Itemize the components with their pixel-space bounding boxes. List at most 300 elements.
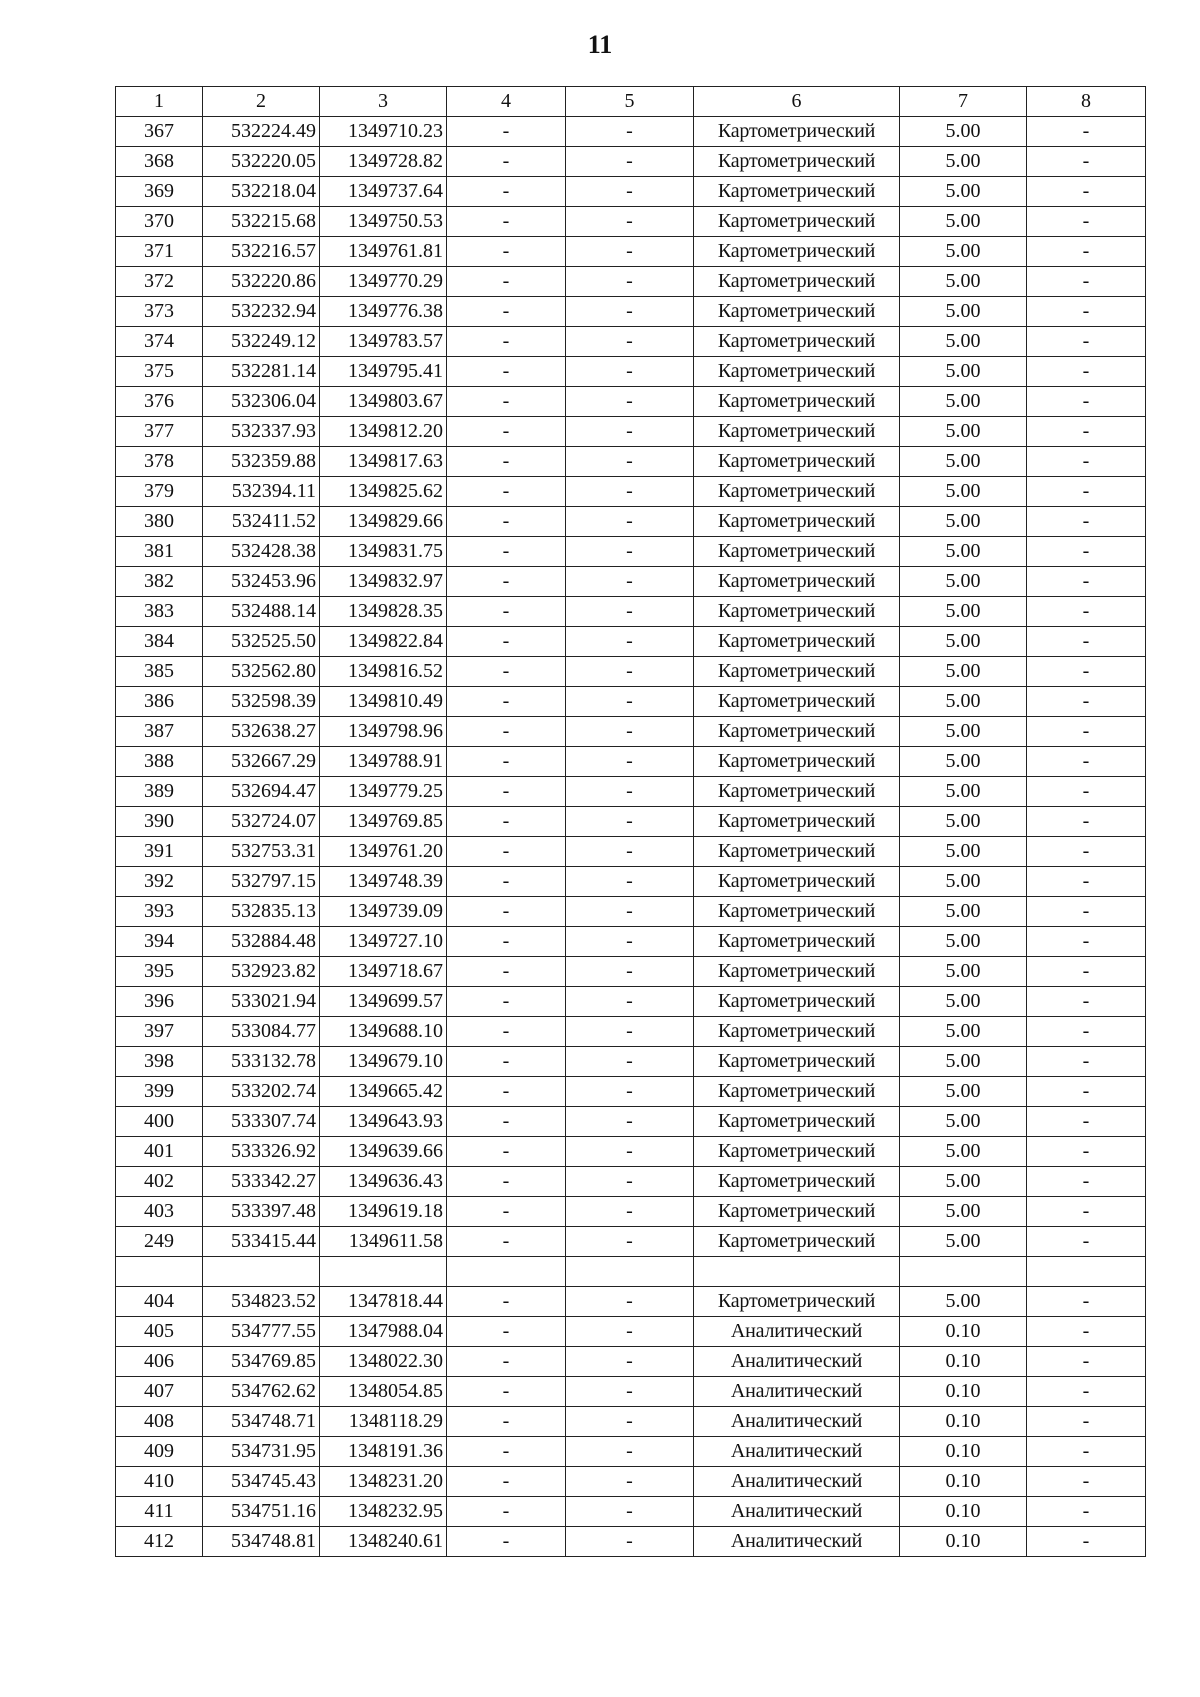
x-coordinate-cell: 534777.55 xyxy=(203,1317,320,1347)
accuracy-cell: 5.00 xyxy=(900,147,1027,177)
point-number-cell: 369 xyxy=(116,177,203,207)
table-row xyxy=(116,957,1146,987)
col4-cell: - xyxy=(447,1107,566,1137)
point-number-cell: 374 xyxy=(116,327,203,357)
table-row xyxy=(116,1227,1146,1257)
col5-cell: - xyxy=(566,1047,694,1077)
col4-cell: - xyxy=(447,1047,566,1077)
col4-cell: - xyxy=(447,177,566,207)
x-coordinate-cell: 532306.04 xyxy=(203,387,320,417)
point-number-cell: 407 xyxy=(116,1377,203,1407)
point-number-cell: 402 xyxy=(116,1167,203,1197)
point-number-cell: 383 xyxy=(116,597,203,627)
point-number-cell: 385 xyxy=(116,657,203,687)
col4-cell xyxy=(447,1257,566,1287)
col8-cell: - xyxy=(1027,1167,1146,1197)
header-cell: 3 xyxy=(320,87,447,117)
col8-cell: - xyxy=(1027,837,1146,867)
point-number-cell: 249 xyxy=(116,1227,203,1257)
col8-cell: - xyxy=(1027,1107,1146,1137)
col4-cell: - xyxy=(447,777,566,807)
col5-cell: - xyxy=(566,477,694,507)
table-row xyxy=(116,447,1146,477)
col8-cell: - xyxy=(1027,177,1146,207)
point-number-cell: 412 xyxy=(116,1527,203,1557)
header-cell: 2 xyxy=(203,87,320,117)
x-coordinate-cell: 532220.05 xyxy=(203,147,320,177)
method-cell: Картометрический xyxy=(694,507,900,537)
point-number-cell: 396 xyxy=(116,987,203,1017)
col5-cell: - xyxy=(566,1107,694,1137)
col8-cell: - xyxy=(1027,1137,1146,1167)
x-coordinate-cell: 532797.15 xyxy=(203,867,320,897)
col5-cell: - xyxy=(566,777,694,807)
accuracy-cell: 0.10 xyxy=(900,1407,1027,1437)
point-number-cell: 381 xyxy=(116,537,203,567)
accuracy-cell: 5.00 xyxy=(900,537,1027,567)
y-coordinate-cell: 1349776.38 xyxy=(320,297,447,327)
x-coordinate-cell xyxy=(203,1257,320,1287)
accuracy-cell: 5.00 xyxy=(900,177,1027,207)
y-coordinate-cell: 1349828.35 xyxy=(320,597,447,627)
col8-cell: - xyxy=(1027,1047,1146,1077)
accuracy-cell: 5.00 xyxy=(900,357,1027,387)
x-coordinate-cell: 533397.48 xyxy=(203,1197,320,1227)
y-coordinate-cell: 1347818.44 xyxy=(320,1287,447,1317)
col4-cell: - xyxy=(447,627,566,657)
col8-cell: - xyxy=(1027,1467,1146,1497)
table-row xyxy=(116,777,1146,807)
table-row xyxy=(116,897,1146,927)
x-coordinate-cell: 534823.52 xyxy=(203,1287,320,1317)
col5-cell: - xyxy=(566,567,694,597)
point-number-cell: 393 xyxy=(116,897,203,927)
x-coordinate-cell: 532694.47 xyxy=(203,777,320,807)
method-cell: Картометрический xyxy=(694,417,900,447)
col8-cell: - xyxy=(1027,1317,1146,1347)
accuracy-cell: 5.00 xyxy=(900,1017,1027,1047)
col8-cell: - xyxy=(1027,687,1146,717)
accuracy-cell xyxy=(900,1257,1027,1287)
col4-cell: - xyxy=(447,207,566,237)
col5-cell: - xyxy=(566,807,694,837)
x-coordinate-cell: 532562.80 xyxy=(203,657,320,687)
x-coordinate-cell: 533307.74 xyxy=(203,1107,320,1137)
col5-cell: - xyxy=(566,237,694,267)
table-row xyxy=(116,1527,1146,1557)
col4-cell: - xyxy=(447,1197,566,1227)
header-cell: 6 xyxy=(694,87,900,117)
accuracy-cell: 5.00 xyxy=(900,207,1027,237)
y-coordinate-cell: 1349831.75 xyxy=(320,537,447,567)
x-coordinate-cell: 532216.57 xyxy=(203,237,320,267)
y-coordinate-cell: 1349679.10 xyxy=(320,1047,447,1077)
method-cell: Картометрический xyxy=(694,1167,900,1197)
x-coordinate-cell: 532525.50 xyxy=(203,627,320,657)
y-coordinate-cell: 1349739.09 xyxy=(320,897,447,927)
method-cell: Картометрический xyxy=(694,747,900,777)
col5-cell: - xyxy=(566,1227,694,1257)
point-number-cell: 395 xyxy=(116,957,203,987)
col5-cell: - xyxy=(566,897,694,927)
x-coordinate-cell: 534751.16 xyxy=(203,1497,320,1527)
point-number-cell: 376 xyxy=(116,387,203,417)
method-cell: Картометрический xyxy=(694,1137,900,1167)
table-row xyxy=(116,867,1146,897)
table-row xyxy=(116,567,1146,597)
col5-cell: - xyxy=(566,987,694,1017)
point-number-cell: 391 xyxy=(116,837,203,867)
col5-cell: - xyxy=(566,1347,694,1377)
x-coordinate-cell: 532281.14 xyxy=(203,357,320,387)
method-cell: Картометрический xyxy=(694,327,900,357)
col4-cell: - xyxy=(447,537,566,567)
point-number-cell: 386 xyxy=(116,687,203,717)
accuracy-cell: 0.10 xyxy=(900,1467,1027,1497)
y-coordinate-cell: 1349699.57 xyxy=(320,987,447,1017)
x-coordinate-cell: 533342.27 xyxy=(203,1167,320,1197)
col8-cell: - xyxy=(1027,1077,1146,1107)
table-row xyxy=(116,1347,1146,1377)
accuracy-cell: 0.10 xyxy=(900,1317,1027,1347)
x-coordinate-cell: 532638.27 xyxy=(203,717,320,747)
method-cell: Картометрический xyxy=(694,537,900,567)
method-cell: Картометрический xyxy=(694,297,900,327)
table-row xyxy=(116,987,1146,1017)
col4-cell: - xyxy=(447,1287,566,1317)
method-cell: Аналитический xyxy=(694,1527,900,1557)
col5-cell: - xyxy=(566,657,694,687)
table-row xyxy=(116,477,1146,507)
col5-cell: - xyxy=(566,837,694,867)
method-cell: Картометрический xyxy=(694,777,900,807)
point-number-cell: 411 xyxy=(116,1497,203,1527)
y-coordinate-cell: 1349822.84 xyxy=(320,627,447,657)
y-coordinate-cell: 1349750.53 xyxy=(320,207,447,237)
accuracy-cell: 5.00 xyxy=(900,1077,1027,1107)
method-cell: Картометрический xyxy=(694,267,900,297)
col4-cell: - xyxy=(447,1377,566,1407)
method-cell: Картометрический xyxy=(694,237,900,267)
col8-cell: - xyxy=(1027,507,1146,537)
table-row xyxy=(116,927,1146,957)
method-cell: Картометрический xyxy=(694,657,900,687)
x-coordinate-cell: 532453.96 xyxy=(203,567,320,597)
y-coordinate-cell: 1349816.52 xyxy=(320,657,447,687)
col5-cell: - xyxy=(566,507,694,537)
y-coordinate-cell: 1349825.62 xyxy=(320,477,447,507)
accuracy-cell: 5.00 xyxy=(900,447,1027,477)
accuracy-cell: 5.00 xyxy=(900,1137,1027,1167)
accuracy-cell: 5.00 xyxy=(900,597,1027,627)
accuracy-cell: 5.00 xyxy=(900,267,1027,297)
method-cell: Аналитический xyxy=(694,1437,900,1467)
table-row xyxy=(116,1377,1146,1407)
col8-cell: - xyxy=(1027,1377,1146,1407)
header-cell: 5 xyxy=(566,87,694,117)
col4-cell: - xyxy=(447,867,566,897)
y-coordinate-cell: 1349783.57 xyxy=(320,327,447,357)
point-number-cell: 367 xyxy=(116,117,203,147)
col8-cell xyxy=(1027,1257,1146,1287)
method-cell: Картометрический xyxy=(694,567,900,597)
col8-cell: - xyxy=(1027,1497,1146,1527)
point-number-cell: 400 xyxy=(116,1107,203,1137)
col4-cell: - xyxy=(447,687,566,717)
y-coordinate-cell: 1348232.95 xyxy=(320,1497,447,1527)
col5-cell: - xyxy=(566,717,694,747)
col8-cell: - xyxy=(1027,597,1146,627)
table-row xyxy=(116,387,1146,417)
col5-cell: - xyxy=(566,1167,694,1197)
col8-cell: - xyxy=(1027,1197,1146,1227)
point-number-cell: 371 xyxy=(116,237,203,267)
y-coordinate-cell: 1349810.49 xyxy=(320,687,447,717)
x-coordinate-cell: 532598.39 xyxy=(203,687,320,717)
y-coordinate-cell: 1348118.29 xyxy=(320,1407,447,1437)
table-row xyxy=(116,237,1146,267)
col5-cell: - xyxy=(566,447,694,477)
accuracy-cell: 5.00 xyxy=(900,1287,1027,1317)
col8-cell: - xyxy=(1027,807,1146,837)
y-coordinate-cell: 1348231.20 xyxy=(320,1467,447,1497)
y-coordinate-cell: 1349761.81 xyxy=(320,237,447,267)
method-cell: Картометрический xyxy=(694,627,900,657)
method-cell: Картометрический xyxy=(694,207,900,237)
col8-cell: - xyxy=(1027,327,1146,357)
accuracy-cell: 5.00 xyxy=(900,777,1027,807)
accuracy-cell: 5.00 xyxy=(900,807,1027,837)
x-coordinate-cell: 532667.29 xyxy=(203,747,320,777)
y-coordinate-cell xyxy=(320,1257,447,1287)
col8-cell: - xyxy=(1027,627,1146,657)
method-cell: Картометрический xyxy=(694,447,900,477)
method-cell xyxy=(694,1257,900,1287)
col5-cell: - xyxy=(566,297,694,327)
accuracy-cell: 5.00 xyxy=(900,927,1027,957)
method-cell: Аналитический xyxy=(694,1467,900,1497)
accuracy-cell: 5.00 xyxy=(900,1107,1027,1137)
col4-cell: - xyxy=(447,927,566,957)
point-number-cell: 390 xyxy=(116,807,203,837)
col8-cell: - xyxy=(1027,927,1146,957)
accuracy-cell: 0.10 xyxy=(900,1497,1027,1527)
col5-cell: - xyxy=(566,1137,694,1167)
point-number-cell: 370 xyxy=(116,207,203,237)
point-number-cell: 399 xyxy=(116,1077,203,1107)
col4-cell: - xyxy=(447,117,566,147)
col8-cell: - xyxy=(1027,297,1146,327)
table-row xyxy=(116,1107,1146,1137)
point-number-cell: 392 xyxy=(116,867,203,897)
x-coordinate-cell: 532428.38 xyxy=(203,537,320,567)
col5-cell: - xyxy=(566,537,694,567)
accuracy-cell: 5.00 xyxy=(900,567,1027,597)
col8-cell: - xyxy=(1027,237,1146,267)
accuracy-cell: 5.00 xyxy=(900,687,1027,717)
col8-cell: - xyxy=(1027,1527,1146,1557)
col8-cell: - xyxy=(1027,957,1146,987)
x-coordinate-cell: 534762.62 xyxy=(203,1377,320,1407)
accuracy-cell: 5.00 xyxy=(900,507,1027,537)
method-cell: Картометрический xyxy=(694,1287,900,1317)
col5-cell: - xyxy=(566,357,694,387)
y-coordinate-cell: 1349710.23 xyxy=(320,117,447,147)
accuracy-cell: 5.00 xyxy=(900,327,1027,357)
y-coordinate-cell: 1349639.66 xyxy=(320,1137,447,1167)
col5-cell: - xyxy=(566,267,694,297)
col8-cell: - xyxy=(1027,387,1146,417)
method-cell: Картометрический xyxy=(694,387,900,417)
accuracy-cell: 0.10 xyxy=(900,1527,1027,1557)
y-coordinate-cell: 1348240.61 xyxy=(320,1527,447,1557)
col5-cell: - xyxy=(566,957,694,987)
accuracy-cell: 5.00 xyxy=(900,417,1027,447)
page-number: 11 xyxy=(587,30,613,59)
col4-cell: - xyxy=(447,1347,566,1377)
col8-cell: - xyxy=(1027,1347,1146,1377)
method-cell: Картометрический xyxy=(694,1047,900,1077)
col5-cell: - xyxy=(566,1077,694,1107)
method-cell: Картометрический xyxy=(694,987,900,1017)
col4-cell: - xyxy=(447,327,566,357)
col4-cell: - xyxy=(447,417,566,447)
col8-cell: - xyxy=(1027,147,1146,177)
x-coordinate-cell: 532224.49 xyxy=(203,117,320,147)
col4-cell: - xyxy=(447,1317,566,1347)
accuracy-cell: 5.00 xyxy=(900,117,1027,147)
y-coordinate-cell: 1349643.93 xyxy=(320,1107,447,1137)
y-coordinate-cell: 1349718.67 xyxy=(320,957,447,987)
col4-cell: - xyxy=(447,1467,566,1497)
col8-cell: - xyxy=(1027,207,1146,237)
col8-cell: - xyxy=(1027,777,1146,807)
x-coordinate-cell: 533084.77 xyxy=(203,1017,320,1047)
x-coordinate-cell: 532488.14 xyxy=(203,597,320,627)
col5-cell: - xyxy=(566,117,694,147)
point-number-cell: 397 xyxy=(116,1017,203,1047)
method-cell: Картометрический xyxy=(694,837,900,867)
col5-cell: - xyxy=(566,927,694,957)
y-coordinate-cell: 1349770.29 xyxy=(320,267,447,297)
y-coordinate-cell: 1349611.58 xyxy=(320,1227,447,1257)
table-row xyxy=(116,717,1146,747)
col4-cell: - xyxy=(447,567,566,597)
point-number-cell: 373 xyxy=(116,297,203,327)
accuracy-cell: 5.00 xyxy=(900,987,1027,1017)
col4-cell: - xyxy=(447,657,566,687)
accuracy-cell: 5.00 xyxy=(900,957,1027,987)
table-row xyxy=(116,1287,1146,1317)
x-coordinate-cell: 532394.11 xyxy=(203,477,320,507)
y-coordinate-cell: 1349832.97 xyxy=(320,567,447,597)
method-cell: Картометрический xyxy=(694,1107,900,1137)
col8-cell: - xyxy=(1027,1227,1146,1257)
col4-cell: - xyxy=(447,957,566,987)
table-row xyxy=(116,147,1146,177)
method-cell: Аналитический xyxy=(694,1497,900,1527)
col4-cell: - xyxy=(447,267,566,297)
method-cell: Картометрический xyxy=(694,117,900,147)
table-row xyxy=(116,297,1146,327)
x-coordinate-cell: 532359.88 xyxy=(203,447,320,477)
col8-cell: - xyxy=(1027,1017,1146,1047)
col5-cell xyxy=(566,1257,694,1287)
method-cell: Картометрический xyxy=(694,147,900,177)
accuracy-cell: 5.00 xyxy=(900,477,1027,507)
x-coordinate-cell: 532218.04 xyxy=(203,177,320,207)
col5-cell: - xyxy=(566,1497,694,1527)
y-coordinate-cell: 1349795.41 xyxy=(320,357,447,387)
x-coordinate-cell: 534745.43 xyxy=(203,1467,320,1497)
table-row xyxy=(116,807,1146,837)
col4-cell: - xyxy=(447,1227,566,1257)
accuracy-cell: 5.00 xyxy=(900,237,1027,267)
x-coordinate-cell: 532724.07 xyxy=(203,807,320,837)
point-number-cell: 378 xyxy=(116,447,203,477)
point-number-cell: 377 xyxy=(116,417,203,447)
accuracy-cell: 5.00 xyxy=(900,747,1027,777)
x-coordinate-cell: 532232.94 xyxy=(203,297,320,327)
table-row xyxy=(116,1047,1146,1077)
col8-cell: - xyxy=(1027,747,1146,777)
point-number-cell: 398 xyxy=(116,1047,203,1077)
table-row xyxy=(116,1437,1146,1467)
accuracy-cell: 0.10 xyxy=(900,1377,1027,1407)
table-row xyxy=(116,597,1146,627)
method-cell: Картометрический xyxy=(694,957,900,987)
method-cell: Картометрический xyxy=(694,897,900,927)
table-row xyxy=(116,627,1146,657)
table-row xyxy=(116,537,1146,567)
point-number-cell: 389 xyxy=(116,777,203,807)
col4-cell: - xyxy=(447,1017,566,1047)
accuracy-cell: 5.00 xyxy=(900,297,1027,327)
x-coordinate-cell: 532215.68 xyxy=(203,207,320,237)
col4-cell: - xyxy=(447,357,566,387)
col8-cell: - xyxy=(1027,897,1146,927)
method-cell: Картометрический xyxy=(694,927,900,957)
col8-cell: - xyxy=(1027,1407,1146,1437)
accuracy-cell: 5.00 xyxy=(900,1167,1027,1197)
method-cell: Картометрический xyxy=(694,1017,900,1047)
table-row xyxy=(116,207,1146,237)
method-cell: Картометрический xyxy=(694,1227,900,1257)
point-number-cell: 406 xyxy=(116,1347,203,1377)
col4-cell: - xyxy=(447,297,566,327)
accuracy-cell: 5.00 xyxy=(900,1197,1027,1227)
col4-cell: - xyxy=(447,597,566,627)
accuracy-cell: 5.00 xyxy=(900,897,1027,927)
point-number-cell: 368 xyxy=(116,147,203,177)
col8-cell: - xyxy=(1027,447,1146,477)
y-coordinate-cell: 1349798.96 xyxy=(320,717,447,747)
method-cell: Картометрический xyxy=(694,177,900,207)
col4-cell: - xyxy=(447,837,566,867)
x-coordinate-cell: 532753.31 xyxy=(203,837,320,867)
point-number-cell: 410 xyxy=(116,1467,203,1497)
col4-cell: - xyxy=(447,1137,566,1167)
col5-cell: - xyxy=(566,417,694,447)
col4-cell: - xyxy=(447,1497,566,1527)
method-cell: Картометрический xyxy=(694,867,900,897)
y-coordinate-cell: 1348022.30 xyxy=(320,1347,447,1377)
x-coordinate-cell: 532249.12 xyxy=(203,327,320,357)
col4-cell: - xyxy=(447,1077,566,1107)
y-coordinate-cell: 1349728.82 xyxy=(320,147,447,177)
col8-cell: - xyxy=(1027,657,1146,687)
x-coordinate-cell: 533132.78 xyxy=(203,1047,320,1077)
